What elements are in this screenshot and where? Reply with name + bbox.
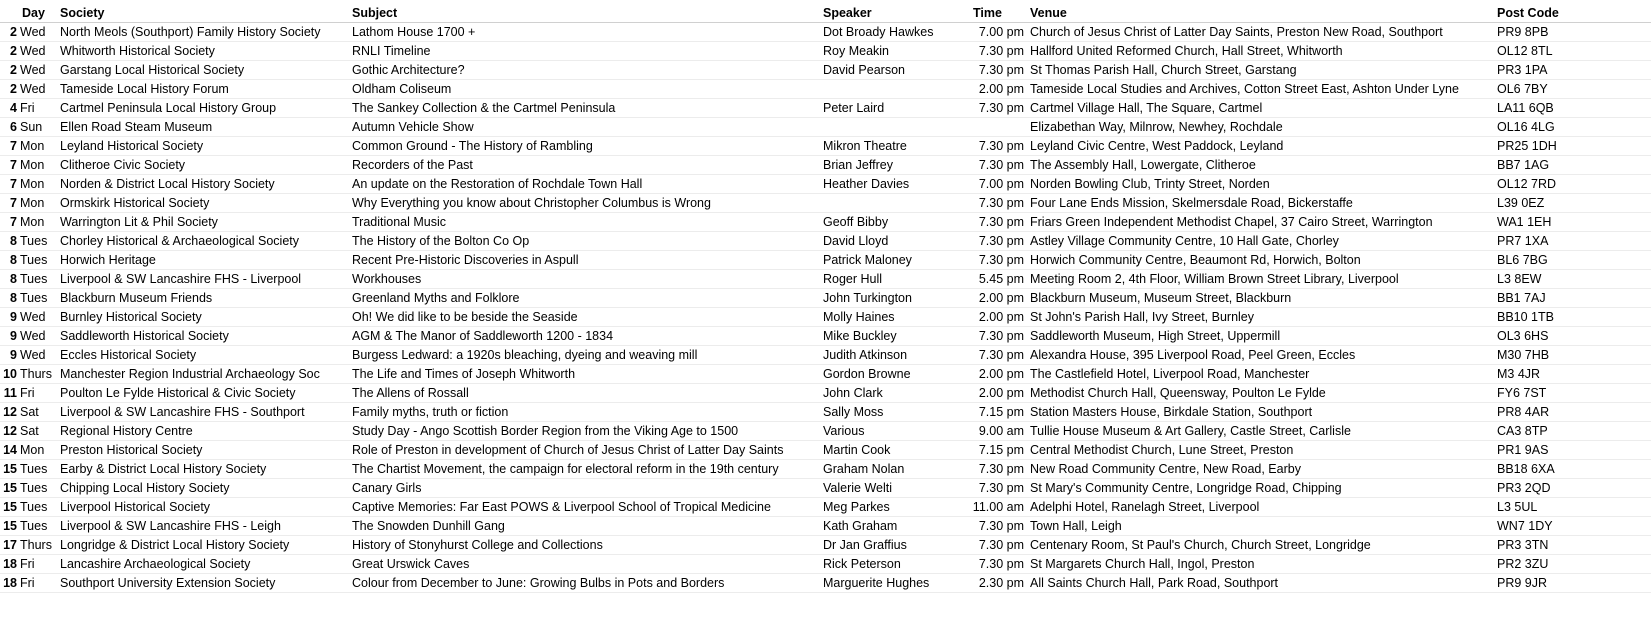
subject-cell[interactable]: Recorders of the Past — [349, 156, 820, 175]
time-cell[interactable]: 2.30 pm — [970, 574, 1027, 593]
postcode-cell[interactable]: PR25 1DH — [1494, 137, 1651, 156]
society-cell[interactable]: Tameside Local History Forum — [57, 80, 349, 99]
day-name-cell[interactable]: Mon — [20, 156, 57, 175]
venue-cell[interactable]: Centenary Room, St Paul's Church, Church Street, Longridge — [1027, 536, 1494, 555]
table-row — [0, 403, 1651, 422]
speaker-cell[interactable]: John Clark — [820, 384, 970, 403]
subject-cell[interactable]: Greenland Myths and Folklore — [349, 289, 820, 308]
society-cell[interactable]: North Meols (Southport) Family History Society — [57, 23, 349, 42]
day-number-cell[interactable]: 2 — [0, 23, 20, 42]
society-cell[interactable]: Saddleworth Historical Society — [57, 327, 349, 346]
society-cell[interactable]: Chipping Local History Society — [57, 479, 349, 498]
society-cell[interactable]: Manchester Region Industrial Archaeology Soc — [57, 365, 349, 384]
subject-cell[interactable]: Burgess Ledward: a 1920s bleaching, dyeing and weaving mill — [349, 346, 820, 365]
day-number-cell[interactable]: 15 — [0, 498, 20, 517]
table-row — [0, 251, 1651, 270]
speaker-cell[interactable]: Kath Graham — [820, 517, 970, 536]
society-cell[interactable]: Poulton Le Fylde Historical & Civic Society — [57, 384, 349, 403]
table-row — [0, 80, 1651, 99]
time-cell[interactable]: 7.30 pm — [970, 232, 1027, 251]
day-number-cell[interactable]: 2 — [0, 61, 20, 80]
day-number-cell[interactable]: 15 — [0, 517, 20, 536]
speaker-cell[interactable] — [820, 80, 970, 99]
postcode-cell[interactable]: FY6 7ST — [1494, 384, 1651, 403]
table-row — [0, 118, 1651, 137]
venue-cell[interactable]: St Thomas Parish Hall, Church Street, Garstang — [1027, 61, 1494, 80]
subject-cell[interactable]: The Snowden Dunhill Gang — [349, 517, 820, 536]
table-row — [0, 327, 1651, 346]
day-number-cell[interactable]: 8 — [0, 289, 20, 308]
table-row — [0, 498, 1651, 517]
speaker-cell[interactable]: Valerie Welti — [820, 479, 970, 498]
venue-cell[interactable]: Station Masters House, Birkdale Station, Southport — [1027, 403, 1494, 422]
day-name-cell[interactable]: Fri — [20, 574, 57, 593]
venue-cell[interactable]: Leyland Civic Centre, West Paddock, Leyland — [1027, 137, 1494, 156]
time-cell[interactable]: 7.30 pm — [970, 213, 1027, 232]
day-name-cell[interactable]: Sat — [20, 403, 57, 422]
postcode-cell[interactable]: WN7 1DY — [1494, 517, 1651, 536]
speaker-cell[interactable]: Mike Buckley — [820, 327, 970, 346]
speaker-cell[interactable]: Roy Meakin — [820, 42, 970, 61]
venue-cell[interactable]: The Assembly Hall, Lowergate, Clitheroe — [1027, 156, 1494, 175]
society-cell[interactable]: Norden & District Local History Society — [57, 175, 349, 194]
day-name-cell[interactable]: Tues — [20, 251, 57, 270]
day-number-cell[interactable]: 7 — [0, 137, 20, 156]
table-row — [0, 441, 1651, 460]
society-cell[interactable]: Southport University Extension Society — [57, 574, 349, 593]
speaker-cell[interactable]: John Turkington — [820, 289, 970, 308]
subject-cell[interactable]: An update on the Restoration of Rochdale Town Hall — [349, 175, 820, 194]
table-row — [0, 536, 1651, 555]
speaker-cell[interactable]: Peter Laird — [820, 99, 970, 118]
day-number-cell[interactable]: 7 — [0, 213, 20, 232]
venue-cell[interactable]: Central Methodist Church, Lune Street, Preston — [1027, 441, 1494, 460]
time-cell[interactable]: 2.00 pm — [970, 365, 1027, 384]
time-cell[interactable]: 5.45 pm — [970, 270, 1027, 289]
day-name-cell[interactable]: Tues — [20, 517, 57, 536]
table-row — [0, 99, 1651, 118]
time-cell[interactable]: 7.30 pm — [970, 479, 1027, 498]
table-row — [0, 137, 1651, 156]
table-row — [0, 346, 1651, 365]
postcode-cell[interactable]: L39 0EZ — [1494, 194, 1651, 213]
day-name-cell[interactable]: Wed — [20, 308, 57, 327]
table-row — [0, 574, 1651, 593]
day-name-cell[interactable]: Tues — [20, 232, 57, 251]
society-cell[interactable]: Horwich Heritage — [57, 251, 349, 270]
day-number-cell[interactable]: 7 — [0, 175, 20, 194]
day-name-cell[interactable]: Mon — [20, 137, 57, 156]
subject-cell[interactable]: Great Urswick Caves — [349, 555, 820, 574]
time-cell[interactable] — [970, 118, 1027, 137]
society-cell[interactable]: Blackburn Museum Friends — [57, 289, 349, 308]
day-number-cell[interactable]: 12 — [0, 403, 20, 422]
postcode-cell[interactable]: PR9 9JR — [1494, 574, 1651, 593]
time-cell[interactable]: 7.30 pm — [970, 460, 1027, 479]
day-number-cell[interactable]: 9 — [0, 308, 20, 327]
day-number-cell[interactable]: 2 — [0, 80, 20, 99]
subject-cell[interactable]: History of Stonyhurst College and Collections — [349, 536, 820, 555]
postcode-cell[interactable]: M30 7HB — [1494, 346, 1651, 365]
society-cell[interactable]: Cartmel Peninsula Local History Group — [57, 99, 349, 118]
venue-cell[interactable]: Friars Green Independent Methodist Chapel, 37 Cairo Street, Warrington — [1027, 213, 1494, 232]
subject-cell[interactable]: Family myths, truth or fiction — [349, 403, 820, 422]
postcode-cell[interactable]: M3 4JR — [1494, 365, 1651, 384]
time-cell[interactable]: 7.30 pm — [970, 61, 1027, 80]
day-number-cell[interactable]: 14 — [0, 441, 20, 460]
speaker-cell[interactable]: Brian Jeffrey — [820, 156, 970, 175]
time-cell[interactable]: 7.30 pm — [970, 536, 1027, 555]
day-number-cell[interactable]: 8 — [0, 232, 20, 251]
day-number-cell[interactable]: 9 — [0, 346, 20, 365]
postcode-cell[interactable]: L3 5UL — [1494, 498, 1651, 517]
time-cell[interactable]: 2.00 pm — [970, 308, 1027, 327]
day-number-cell[interactable]: 15 — [0, 460, 20, 479]
table-row — [0, 61, 1651, 80]
venue-cell[interactable]: Four Lane Ends Mission, Skelmersdale Road, Bickerstaffe — [1027, 194, 1494, 213]
day-number-cell[interactable]: 11 — [0, 384, 20, 403]
time-cell[interactable]: 11.00 am — [970, 498, 1027, 517]
venue-cell[interactable]: Cartmel Village Hall, The Square, Cartmel — [1027, 99, 1494, 118]
time-cell[interactable]: 7.30 pm — [970, 156, 1027, 175]
day-number-cell[interactable]: 7 — [0, 194, 20, 213]
postcode-cell[interactable]: LA11 6QB — [1494, 99, 1651, 118]
subject-cell[interactable]: RNLI Timeline — [349, 42, 820, 61]
society-cell[interactable]: Liverpool Historical Society — [57, 498, 349, 517]
table-row — [0, 479, 1651, 498]
table-row — [0, 289, 1651, 308]
day-name-cell[interactable]: Wed — [20, 80, 57, 99]
day-name-cell[interactable]: Sun — [20, 118, 57, 137]
time-cell[interactable]: 7.15 pm — [970, 403, 1027, 422]
postcode-cell[interactable]: OL12 8TL — [1494, 42, 1651, 61]
postcode-cell[interactable]: BB10 1TB — [1494, 308, 1651, 327]
day-name-cell[interactable]: Tues — [20, 498, 57, 517]
venue-cell[interactable]: All Saints Church Hall, Park Road, Southport — [1027, 574, 1494, 593]
table-row — [0, 42, 1651, 61]
venue-cell[interactable]: Alexandra House, 395 Liverpool Road, Peel Green, Eccles — [1027, 346, 1494, 365]
day-name-cell[interactable]: Tues — [20, 460, 57, 479]
day-number-cell[interactable]: 15 — [0, 479, 20, 498]
venue-cell[interactable]: Horwich Community Centre, Beaumont Rd, Horwich, Bolton — [1027, 251, 1494, 270]
venue-cell[interactable]: The Castlefield Hotel, Liverpool Road, Manchester — [1027, 365, 1494, 384]
subject-cell[interactable]: Traditional Music — [349, 213, 820, 232]
society-cell[interactable]: Eccles Historical Society — [57, 346, 349, 365]
society-cell[interactable]: Liverpool & SW Lancashire FHS - Liverpool — [57, 270, 349, 289]
subject-cell[interactable]: Workhouses — [349, 270, 820, 289]
society-cell[interactable]: Liverpool & SW Lancashire FHS - Southport — [57, 403, 349, 422]
society-cell[interactable]: Ormskirk Historical Society — [57, 194, 349, 213]
time-cell[interactable]: 7.30 pm — [970, 327, 1027, 346]
time-cell[interactable]: 7.30 pm — [970, 194, 1027, 213]
day-name-cell[interactable]: Wed — [20, 61, 57, 80]
table-row — [0, 194, 1651, 213]
postcode-cell[interactable]: CA3 8TP — [1494, 422, 1651, 441]
speaker-cell[interactable]: Mikron Theatre — [820, 137, 970, 156]
venue-cell[interactable]: Tullie House Museum & Art Gallery, Castle Street, Carlisle — [1027, 422, 1494, 441]
subject-cell[interactable]: Oh! We did like to be beside the Seaside — [349, 308, 820, 327]
speaker-cell[interactable]: Graham Nolan — [820, 460, 970, 479]
postcode-cell[interactable]: OL3 6HS — [1494, 327, 1651, 346]
speaker-cell[interactable]: Meg Parkes — [820, 498, 970, 517]
day-name-cell[interactable]: Fri — [20, 99, 57, 118]
speaker-cell[interactable]: Molly Haines — [820, 308, 970, 327]
postcode-cell[interactable]: BB7 1AG — [1494, 156, 1651, 175]
subject-cell[interactable]: Captive Memories: Far East POWS & Liverpool School of Tropical Medicine — [349, 498, 820, 517]
speaker-cell[interactable]: Judith Atkinson — [820, 346, 970, 365]
subject-cell[interactable]: The Allens of Rossall — [349, 384, 820, 403]
speaker-cell[interactable]: Geoff Bibby — [820, 213, 970, 232]
header-postcode[interactable]: Post Code — [1494, 4, 1651, 23]
postcode-cell[interactable]: OL16 4LG — [1494, 118, 1651, 137]
subject-cell[interactable]: Autumn Vehicle Show — [349, 118, 820, 137]
society-cell[interactable]: Garstang Local Historical Society — [57, 61, 349, 80]
time-cell[interactable]: 7.30 pm — [970, 346, 1027, 365]
subject-cell[interactable]: The Chartist Movement, the campaign for electoral reform in the 19th century — [349, 460, 820, 479]
venue-cell[interactable]: St Margarets Church Hall, Ingol, Preston — [1027, 555, 1494, 574]
speaker-cell[interactable]: Gordon Browne — [820, 365, 970, 384]
venue-cell[interactable]: Saddleworth Museum, High Street, Uppermill — [1027, 327, 1494, 346]
day-name-cell[interactable]: Tues — [20, 289, 57, 308]
venue-cell[interactable]: Astley Village Community Centre, 10 Hall Gate, Chorley — [1027, 232, 1494, 251]
postcode-cell[interactable]: WA1 1EH — [1494, 213, 1651, 232]
speaker-cell[interactable]: Patrick Maloney — [820, 251, 970, 270]
society-cell[interactable]: Lancashire Archaeological Society — [57, 555, 349, 574]
day-number-cell[interactable]: 18 — [0, 555, 20, 574]
speaker-cell[interactable]: David Pearson — [820, 61, 970, 80]
subject-cell[interactable]: Role of Preston in development of Church of Jesus Christ of Latter Day Saints — [349, 441, 820, 460]
society-cell[interactable]: Warrington Lit & Phil Society — [57, 213, 349, 232]
day-name-cell[interactable]: Sat — [20, 422, 57, 441]
venue-cell[interactable]: Hallford United Reformed Church, Hall Street, Whitworth — [1027, 42, 1494, 61]
postcode-cell[interactable]: PR3 2QD — [1494, 479, 1651, 498]
time-cell[interactable]: 2.00 pm — [970, 384, 1027, 403]
time-cell[interactable]: 2.00 pm — [970, 80, 1027, 99]
header-speaker[interactable]: Speaker — [820, 4, 970, 23]
venue-cell[interactable]: Blackburn Museum, Museum Street, Blackburn — [1027, 289, 1494, 308]
speaker-cell[interactable]: Marguerite Hughes — [820, 574, 970, 593]
venue-cell[interactable]: Tameside Local Studies and Archives, Cotton Street East, Ashton Under Lyne — [1027, 80, 1494, 99]
header-day[interactable]: Day — [0, 4, 57, 23]
subject-cell[interactable]: Recent Pre-Historic Discoveries in Aspull — [349, 251, 820, 270]
day-name-cell[interactable]: Wed — [20, 346, 57, 365]
postcode-cell[interactable]: PR7 1XA — [1494, 232, 1651, 251]
subject-cell[interactable]: Canary Girls — [349, 479, 820, 498]
day-number-cell[interactable]: 8 — [0, 270, 20, 289]
day-name-cell[interactable]: Fri — [20, 384, 57, 403]
day-name-cell[interactable]: Thurs — [20, 536, 57, 555]
venue-cell[interactable]: Methodist Church Hall, Queensway, Poulton Le Fylde — [1027, 384, 1494, 403]
day-number-cell[interactable]: 10 — [0, 365, 20, 384]
speaker-cell[interactable]: David Lloyd — [820, 232, 970, 251]
venue-cell[interactable]: St Mary's Community Centre, Longridge Road, Chipping — [1027, 479, 1494, 498]
venue-cell[interactable]: Adelphi Hotel, Ranelagh Street, Liverpool — [1027, 498, 1494, 517]
postcode-cell[interactable]: PR3 1PA — [1494, 61, 1651, 80]
day-number-cell[interactable]: 12 — [0, 422, 20, 441]
day-name-cell[interactable]: Wed — [20, 23, 57, 42]
speaker-cell[interactable]: Roger Hull — [820, 270, 970, 289]
header-row — [0, 4, 1651, 23]
time-cell[interactable]: 9.00 am — [970, 422, 1027, 441]
table-row — [0, 555, 1651, 574]
table-row — [0, 156, 1651, 175]
venue-cell[interactable]: Meeting Room 2, 4th Floor, William Brown Street Library, Liverpool — [1027, 270, 1494, 289]
subject-cell[interactable]: Gothic Architecture? — [349, 61, 820, 80]
speaker-cell[interactable] — [820, 194, 970, 213]
day-number-cell[interactable]: 4 — [0, 99, 20, 118]
society-cell[interactable]: Whitworth Historical Society — [57, 42, 349, 61]
day-number-cell[interactable]: 9 — [0, 327, 20, 346]
time-cell[interactable]: 7.30 pm — [970, 137, 1027, 156]
postcode-cell[interactable]: OL12 7RD — [1494, 175, 1651, 194]
header-time[interactable]: Time — [970, 4, 1027, 23]
time-cell[interactable]: 7.00 pm — [970, 175, 1027, 194]
society-cell[interactable]: Clitheroe Civic Society — [57, 156, 349, 175]
time-cell[interactable]: 7.30 pm — [970, 517, 1027, 536]
day-number-cell[interactable]: 8 — [0, 251, 20, 270]
postcode-cell[interactable]: PR1 9AS — [1494, 441, 1651, 460]
day-name-cell[interactable]: Wed — [20, 327, 57, 346]
day-name-cell[interactable]: Wed — [20, 42, 57, 61]
table-row — [0, 517, 1651, 536]
time-cell[interactable]: 7.15 pm — [970, 441, 1027, 460]
day-name-cell[interactable]: Thurs — [20, 365, 57, 384]
day-number-cell[interactable]: 7 — [0, 156, 20, 175]
society-cell[interactable]: Liverpool & SW Lancashire FHS - Leigh — [57, 517, 349, 536]
subject-cell[interactable]: Common Ground - The History of Rambling — [349, 137, 820, 156]
speaker-cell[interactable]: Dot Broady Hawkes — [820, 23, 970, 42]
society-cell[interactable]: Leyland Historical Society — [57, 137, 349, 156]
speaker-cell[interactable]: Martin Cook — [820, 441, 970, 460]
header-subject[interactable]: Subject — [349, 4, 820, 23]
subject-cell[interactable]: Why Everything you know about Christopher Columbus is Wrong — [349, 194, 820, 213]
table-row — [0, 175, 1651, 194]
subject-cell[interactable]: The History of the Bolton Co Op — [349, 232, 820, 251]
table-row — [0, 365, 1651, 384]
subject-cell[interactable]: Oldham Coliseum — [349, 80, 820, 99]
subject-cell[interactable]: Colour from December to June: Growing Bulbs in Pots and Borders — [349, 574, 820, 593]
postcode-cell[interactable]: PR2 3ZU — [1494, 555, 1651, 574]
society-cell[interactable]: Earby & District Local History Society — [57, 460, 349, 479]
table-row — [0, 460, 1651, 479]
subject-cell[interactable]: Study Day - Ango Scottish Border Region from the Viking Age to 1500 — [349, 422, 820, 441]
society-cell[interactable]: Regional History Centre — [57, 422, 349, 441]
time-cell[interactable]: 2.00 pm — [970, 289, 1027, 308]
subject-cell[interactable]: The Sankey Collection & the Cartmel Peninsula — [349, 99, 820, 118]
society-cell[interactable]: Burnley Historical Society — [57, 308, 349, 327]
time-cell[interactable]: 7.00 pm — [970, 23, 1027, 42]
venue-cell[interactable]: Elizabethan Way, Milnrow, Newhey, Rochdale — [1027, 118, 1494, 137]
postcode-cell[interactable]: PR3 3TN — [1494, 536, 1651, 555]
header-venue[interactable]: Venue — [1027, 4, 1494, 23]
postcode-cell[interactable]: BB1 7AJ — [1494, 289, 1651, 308]
postcode-cell[interactable]: OL6 7BY — [1494, 80, 1651, 99]
venue-cell[interactable]: Norden Bowling Club, Trinty Street, Norden — [1027, 175, 1494, 194]
society-cell[interactable]: Preston Historical Society — [57, 441, 349, 460]
speaker-cell[interactable]: Sally Moss — [820, 403, 970, 422]
header-society[interactable]: Society — [57, 4, 349, 23]
day-name-cell[interactable]: Tues — [20, 479, 57, 498]
table-row — [0, 232, 1651, 251]
postcode-cell[interactable]: BL6 7BG — [1494, 251, 1651, 270]
events-table — [0, 4, 1651, 593]
table-row — [0, 308, 1651, 327]
venue-cell[interactable]: Town Hall, Leigh — [1027, 517, 1494, 536]
society-cell[interactable]: Chorley Historical & Archaeological Society — [57, 232, 349, 251]
day-name-cell[interactable]: Tues — [20, 270, 57, 289]
subject-cell[interactable]: AGM & The Manor of Saddleworth 1200 - 1834 — [349, 327, 820, 346]
time-cell[interactable]: 7.30 pm — [970, 42, 1027, 61]
time-cell[interactable]: 7.30 pm — [970, 251, 1027, 270]
subject-cell[interactable]: Lathom House 1700 + — [349, 23, 820, 42]
speaker-cell[interactable] — [820, 118, 970, 137]
speaker-cell[interactable]: Various — [820, 422, 970, 441]
speaker-cell[interactable]: Heather Davies — [820, 175, 970, 194]
postcode-cell[interactable]: PR9 8PB — [1494, 23, 1651, 42]
table-row — [0, 213, 1651, 232]
table-row — [0, 384, 1651, 403]
venue-cell[interactable]: St John's Parish Hall, Ivy Street, Burnley — [1027, 308, 1494, 327]
table-row — [0, 422, 1651, 441]
speaker-cell[interactable]: Rick Peterson — [820, 555, 970, 574]
day-number-cell[interactable]: 6 — [0, 118, 20, 137]
table-row — [0, 270, 1651, 289]
venue-cell[interactable]: Church of Jesus Christ of Latter Day Saints, Preston New Road, Southport — [1027, 23, 1494, 42]
day-name-cell[interactable]: Mon — [20, 441, 57, 460]
table-row — [0, 23, 1651, 42]
day-name-cell[interactable]: Mon — [20, 194, 57, 213]
day-name-cell[interactable]: Mon — [20, 175, 57, 194]
time-cell[interactable]: 7.30 pm — [970, 555, 1027, 574]
subject-cell[interactable]: The Life and Times of Joseph Whitworth — [349, 365, 820, 384]
venue-cell[interactable]: New Road Community Centre, New Road, Earby — [1027, 460, 1494, 479]
time-cell[interactable]: 7.30 pm — [970, 99, 1027, 118]
day-number-cell[interactable]: 17 — [0, 536, 20, 555]
day-name-cell[interactable]: Mon — [20, 213, 57, 232]
speaker-cell[interactable]: Dr Jan Graffius — [820, 536, 970, 555]
postcode-cell[interactable]: L3 8EW — [1494, 270, 1651, 289]
day-number-cell[interactable]: 18 — [0, 574, 20, 593]
day-number-cell[interactable]: 2 — [0, 42, 20, 61]
society-cell[interactable]: Longridge & District Local History Society — [57, 536, 349, 555]
day-name-cell[interactable]: Fri — [20, 555, 57, 574]
postcode-cell[interactable]: PR8 4AR — [1494, 403, 1651, 422]
society-cell[interactable]: Ellen Road Steam Museum — [57, 118, 349, 137]
postcode-cell[interactable]: BB18 6XA — [1494, 460, 1651, 479]
